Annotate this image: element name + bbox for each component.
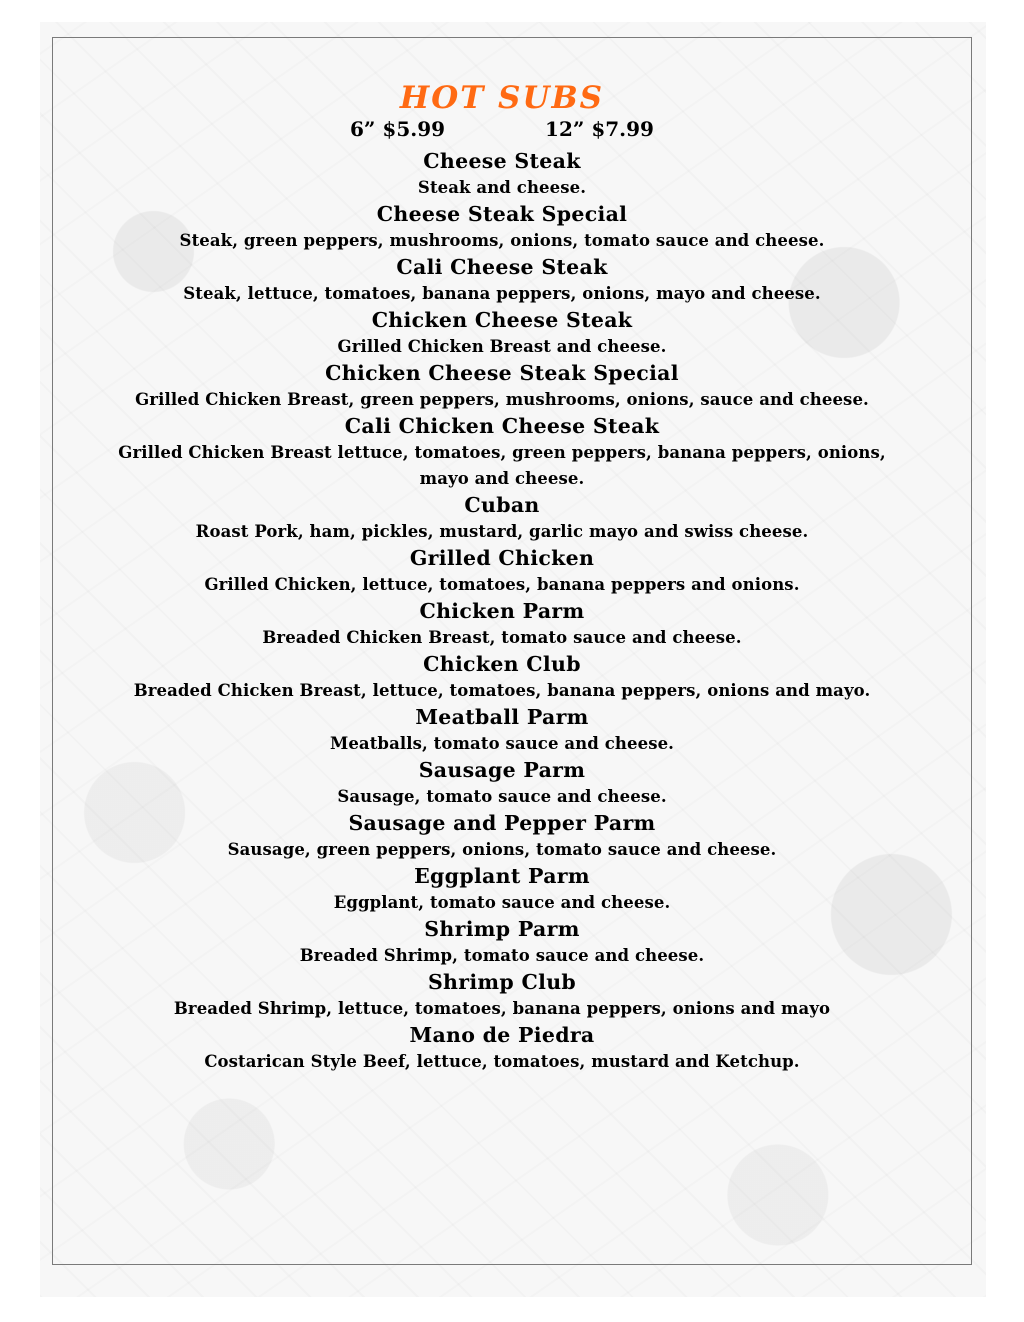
item-name: Chicken Cheese Steak Special bbox=[325, 361, 679, 385]
item-name: Sausage Parm bbox=[418, 758, 586, 782]
item-description: Sausage, tomato sauce and cheese. bbox=[337, 787, 667, 806]
item-description: Steak and cheese. bbox=[417, 178, 587, 197]
item-description: Meatballs, tomato sauce and cheese. bbox=[329, 734, 675, 753]
item-name: Chicken Cheese Steak bbox=[371, 308, 633, 332]
item-description: Grilled Chicken Breast, green peppers, mushrooms, onions, sauce and cheese. bbox=[135, 390, 869, 409]
item-name: Eggplant Parm bbox=[414, 864, 590, 888]
item-name: Cali Chicken Cheese Steak bbox=[344, 414, 660, 438]
item-description: Sausage, green peppers, onions, tomato sauce and cheese. bbox=[227, 840, 777, 859]
item-description: Steak, green peppers, mushrooms, onions, tomato sauce and cheese. bbox=[179, 231, 825, 250]
item-name: Shrimp Parm bbox=[424, 917, 580, 941]
menu-item bbox=[52, 201, 952, 254]
item-description: Breaded Shrimp, lettuce, tomatoes, banana peppers, onions and mayo bbox=[173, 999, 831, 1018]
item-name: Grilled Chicken bbox=[409, 546, 595, 570]
menu-item bbox=[52, 863, 952, 916]
menu-item bbox=[52, 413, 952, 492]
menu-item bbox=[52, 492, 952, 545]
menu-item bbox=[52, 598, 952, 651]
item-description: Breaded Shrimp, tomato sauce and cheese. bbox=[299, 946, 705, 965]
item-name: Cuban bbox=[464, 493, 540, 517]
item-name: Cheese Steak Special bbox=[376, 202, 628, 226]
price-row bbox=[52, 114, 952, 144]
item-name: Sausage and Pepper Parm bbox=[348, 811, 656, 835]
item-description: Steak, lettuce, tomatoes, banana peppers, onions, mayo and cheese. bbox=[183, 284, 821, 303]
item-description: Breaded Chicken Breast, lettuce, tomatoes, banana peppers, onions and mayo. bbox=[133, 681, 871, 700]
menu-title: HOT SUBS bbox=[399, 80, 605, 116]
item-description: Breaded Chicken Breast, tomato sauce and cheese. bbox=[262, 628, 742, 647]
item-description: Grilled Chicken Breast and cheese. bbox=[337, 337, 667, 356]
menu-item bbox=[52, 969, 952, 1022]
menu-item bbox=[52, 1022, 952, 1075]
menu-item bbox=[52, 810, 952, 863]
menu-item bbox=[52, 545, 952, 598]
menu-item bbox=[52, 148, 952, 201]
item-description: Grilled Chicken, lettuce, tomatoes, banana peppers and onions. bbox=[204, 575, 800, 594]
menu-content bbox=[52, 78, 952, 1075]
item-description: Roast Pork, ham, pickles, mustard, garlic mayo and swiss cheese. bbox=[195, 522, 809, 541]
item-name: Chicken Parm bbox=[419, 599, 585, 623]
price-6-inch: 6” $5.99 bbox=[350, 117, 446, 141]
menu-item bbox=[52, 360, 952, 413]
item-description: Grilled Chicken Breast lettuce, tomatoes, green peppers, banana peppers, onions, mayo and cheese. bbox=[118, 443, 886, 488]
item-name: Meatball Parm bbox=[415, 705, 589, 729]
item-description: Costarican Style Beef, lettuce, tomatoes, mustard and Ketchup. bbox=[204, 1052, 800, 1071]
item-description: Eggplant, tomato sauce and cheese. bbox=[333, 893, 671, 912]
menu-item bbox=[52, 307, 952, 360]
menu-item bbox=[52, 651, 952, 704]
item-name: Cheese Steak bbox=[423, 149, 581, 173]
item-name: Shrimp Club bbox=[427, 970, 577, 994]
item-name: Mano de Piedra bbox=[409, 1023, 595, 1047]
price-12-inch: 12” $7.99 bbox=[545, 117, 654, 141]
item-name: Cali Cheese Steak bbox=[396, 255, 608, 279]
menu-item bbox=[52, 704, 952, 757]
menu-item bbox=[52, 757, 952, 810]
item-name: Chicken Club bbox=[423, 652, 581, 676]
menu-item bbox=[52, 916, 952, 969]
menu-item bbox=[52, 254, 952, 307]
